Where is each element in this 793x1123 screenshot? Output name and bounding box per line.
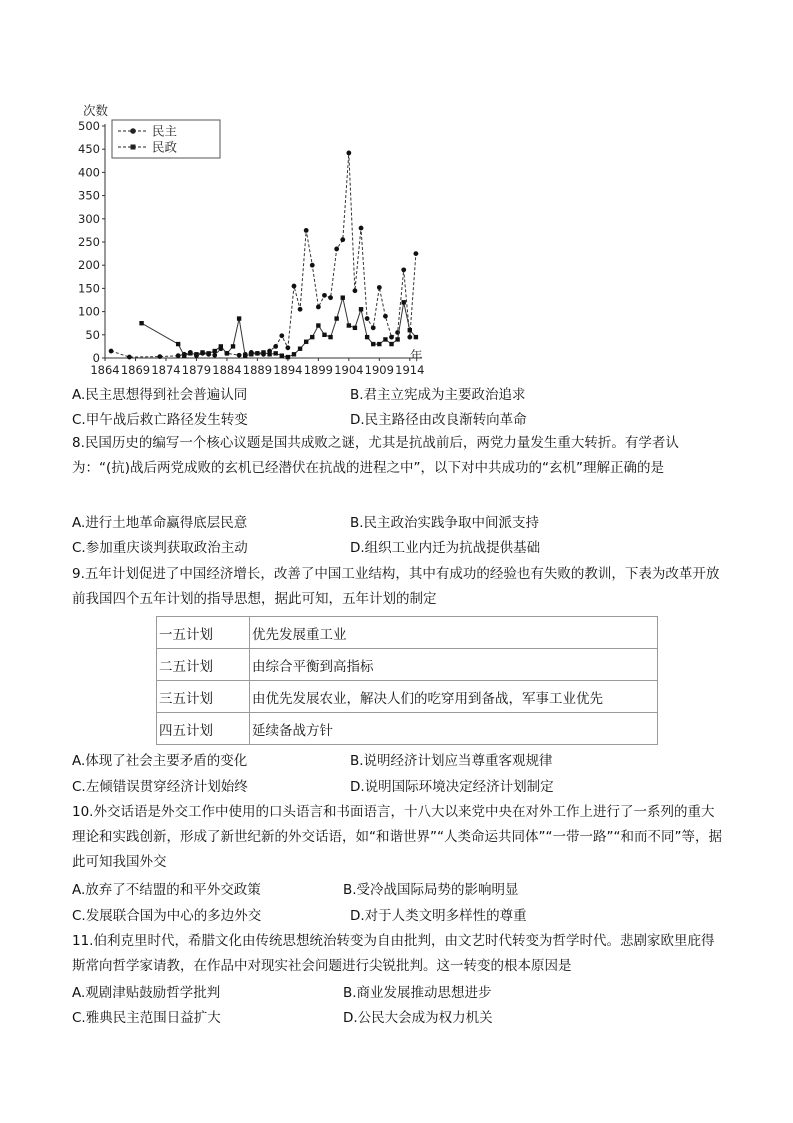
data-point-minzheng (213, 349, 217, 353)
data-point-minzheng (322, 333, 326, 337)
data-point-minzhu (371, 325, 376, 330)
data-point-minzheng (261, 350, 265, 354)
plan-idea-cell: 优先发展重工业 (250, 617, 658, 649)
data-point-minzheng (408, 328, 412, 332)
data-point-minzheng (231, 344, 235, 348)
y-tick-label: 50 (85, 327, 100, 342)
y-tick-label: 150 (78, 281, 100, 296)
y-tick-label: 300 (78, 211, 100, 226)
x-axis (90, 358, 424, 377)
data-point-minzheng (304, 340, 308, 344)
data-point-minzhu (157, 354, 162, 359)
y-tick-label: 500 (78, 119, 100, 133)
data-point-minzheng (200, 350, 204, 354)
q8-option-c[interactable]: C.参加重庆谈判获取政治主动 (72, 540, 248, 556)
data-point-minzheng (292, 352, 296, 356)
data-point-minzheng (280, 353, 284, 357)
q8-stem: 8.民国历史的编写一个核心议题是国共成败之谜，尤其是抗战前后，两党力量发生重大转折。有学者认为：“(抗)战后两党成败的玄机已经潜伏在抗战的进程之中”，以下对中共成功的“玄机”理解正确的是 (72, 435, 679, 476)
x-tick-label: 1909 (364, 363, 394, 377)
q8-option-b[interactable]: B.民主政治实践争取中间派支持 (350, 515, 540, 531)
table-row (157, 681, 658, 713)
plan-name-cell: 四五计划 (157, 713, 250, 745)
data-point-minzheng (371, 342, 375, 346)
data-point-minzheng (255, 351, 259, 355)
data-point-minzheng (383, 337, 387, 341)
plan-idea-cell: 延续备战方针 (250, 713, 658, 745)
data-point-minzhu (237, 353, 242, 358)
table-row (157, 617, 658, 649)
q10-stem: 10.外交话语是外交工作中使用的口头语言和书面语言，十八大以来党中央在对外工作上进行了一系列的重大理论和实践创新，形成了新世纪新的外交话语，如“和谐世界”“人类命运共同体”“一带一路”“和而不同”等，据此可知我国外交 (72, 804, 722, 870)
data-point-minzheng (328, 335, 332, 339)
data-point-minzheng (402, 300, 406, 304)
q11-option-a[interactable]: A.观剧津贴鼓励哲学批判 (72, 985, 221, 1001)
x-tick-label: 1894 (273, 363, 303, 377)
legend-marker-minzheng (131, 145, 136, 150)
data-point-minzheng (316, 323, 320, 327)
data-point-minzhu (389, 335, 394, 340)
x-tick-label: 1874 (151, 363, 181, 377)
q11-option-b[interactable]: B.商业发展推动思想进步 (343, 985, 492, 1001)
data-point-minzhu (383, 314, 388, 319)
five-year-plan-table (156, 616, 658, 745)
data-point-minzheng (347, 323, 351, 327)
legend-label-minzheng: 民政 (152, 139, 178, 155)
frequency-line-chart (60, 98, 440, 383)
q8-option-d[interactable]: D.组织工业内迁为抗战提供基础 (350, 540, 541, 556)
q9-option-b[interactable]: B.说明经济计划应当尊重客观规律 (350, 753, 553, 769)
data-point-minzhu (365, 316, 370, 321)
data-point-minzhu (328, 295, 333, 300)
plan-name-cell: 三五计划 (157, 681, 250, 713)
data-point-minzhu (273, 344, 278, 349)
plan-name-cell: 一五计划 (157, 617, 250, 649)
plan-idea-cell: 由综合平衡到高指标 (250, 649, 658, 681)
data-point-minzhu (316, 305, 321, 310)
series-line-0 (111, 153, 416, 357)
q10-option-d[interactable]: D.对于人类文明多样性的尊重 (350, 908, 527, 924)
data-point-minzhu (414, 251, 419, 256)
data-point-minzheng (194, 352, 198, 356)
data-point-minzhu (322, 293, 327, 298)
data-point-minzhu (292, 284, 297, 289)
q7-option-a[interactable]: A.民主思想得到社会普遍认同 (72, 387, 248, 403)
data-point-minzhu (109, 349, 114, 354)
chart-series (109, 151, 419, 360)
data-point-minzheng (353, 326, 357, 330)
data-point-minzheng (359, 307, 363, 311)
q9-stem: 9.五年计划促进了中国经济增长，改善了中国工业结构，其中有成功的经验也有失败的教训，下表为改革开放前我国四个五年计划的指导思想，据此可知，五年计划的制定 (72, 566, 720, 607)
q7-option-d[interactable]: D.民主路径由改良渐转向革命 (350, 412, 527, 428)
data-point-minzhu (401, 267, 406, 272)
data-point-minzheng (219, 344, 223, 348)
data-point-minzhu (310, 263, 315, 268)
q7-option-b[interactable]: B.君主立宪成为主要政治追求 (350, 387, 526, 403)
q11-stem: 11.伯利克里时代，希腊文化由传统思想统治转变为自由批判，由文艺时代转变为哲学时代。悲剧家欧里庇得斯常向哲学家请教，在作品中对现实社会问题进行尖锐批判。这一转变的根本原因是 (72, 933, 715, 974)
data-point-minzhu (340, 237, 345, 242)
data-point-minzhu (353, 288, 358, 293)
x-tick-label: 1884 (212, 363, 242, 377)
x-tick-label: 1914 (395, 363, 425, 377)
data-point-minzhu (127, 355, 132, 360)
data-point-minzhu (407, 335, 412, 340)
data-point-minzheng (389, 342, 393, 346)
y-tick-label: 450 (78, 142, 100, 157)
q10-option-b[interactable]: B.受冷战国际局势的影响明显 (343, 882, 519, 898)
data-point-minzhu (304, 228, 309, 233)
y-tick-label: 250 (78, 235, 100, 249)
data-point-minzheng (237, 316, 241, 320)
x-tick-label: 1889 (242, 363, 273, 377)
data-point-minzheng (225, 351, 229, 355)
table-row (157, 713, 658, 745)
y-axis (78, 119, 105, 365)
data-point-minzhu (298, 307, 303, 312)
y-axis-label: 次数 (83, 103, 109, 118)
data-point-minzheng (267, 352, 271, 356)
data-point-minzhu (346, 151, 351, 156)
data-point-minzheng (341, 295, 345, 299)
data-point-minzheng (243, 353, 247, 357)
q8-option-a[interactable]: A.进行土地革命赢得底层民意 (72, 515, 248, 531)
data-point-minzheng (139, 321, 143, 325)
data-point-minzheng (206, 351, 210, 355)
data-point-minzhu (377, 285, 382, 290)
chart-legend (112, 120, 220, 158)
data-point-minzhu (279, 333, 284, 338)
plan-idea-cell: 由优先发展农业，解决人们的吃穿用到备战，军事工业优先 (250, 681, 658, 713)
data-point-minzhu (334, 247, 339, 252)
x-axis-label: 年 (410, 348, 423, 363)
data-point-minzheng (286, 355, 290, 359)
q9-option-c[interactable]: C.左倾错误贯穿经济计划始终 (72, 779, 248, 795)
data-point-minzheng (249, 352, 253, 356)
legend-label-minzhu: 民主 (152, 123, 178, 139)
x-tick-label: 1864 (90, 363, 120, 377)
data-point-minzheng (273, 351, 277, 355)
x-tick-label: 1904 (334, 363, 364, 377)
plan-name-cell: 二五计划 (157, 649, 250, 681)
x-tick-label: 1869 (120, 363, 151, 377)
y-tick-label: 350 (78, 188, 100, 203)
q10-option-c[interactable]: C.发展联合国为中心的多边外交 (72, 908, 262, 924)
q11-option-d[interactable]: D.公民大会成为权力机关 (343, 1010, 493, 1026)
q11-option-c[interactable]: C.雅典民主范围日益扩大 (72, 1010, 221, 1026)
data-point-minzheng (310, 335, 314, 339)
data-point-minzhu (176, 353, 181, 358)
q7-option-c[interactable]: C.甲午战后救亡路径发生转变 (72, 412, 248, 428)
y-tick-label: 100 (78, 304, 100, 319)
data-point-minzheng (334, 316, 338, 320)
data-point-minzhu (285, 345, 290, 350)
data-point-minzheng (188, 351, 192, 355)
data-point-minzheng (176, 342, 180, 346)
data-point-minzhu (359, 226, 364, 231)
y-tick-label: 0 (92, 351, 100, 365)
x-tick-label: 1899 (303, 363, 334, 377)
data-point-minzheng (298, 347, 302, 351)
q9-option-d[interactable]: D.说明国际环境决定经济计划制定 (350, 779, 554, 795)
legend-marker-minzhu (130, 128, 136, 134)
data-point-minzheng (377, 342, 381, 346)
table-row (157, 649, 658, 681)
data-point-minzheng (414, 335, 418, 339)
data-point-minzhu (212, 353, 217, 358)
data-point-minzheng (395, 337, 399, 341)
x-tick-label: 1879 (181, 363, 212, 377)
y-tick-label: 400 (78, 165, 100, 180)
y-tick-label: 200 (78, 258, 100, 273)
q10-option-a[interactable]: A.放弃了不结盟的和平外交政策 (72, 882, 261, 898)
q9-option-a[interactable]: A.体现了社会主要矛盾的变化 (72, 753, 248, 769)
data-point-minzheng (365, 335, 369, 339)
data-point-minzheng (182, 353, 186, 357)
